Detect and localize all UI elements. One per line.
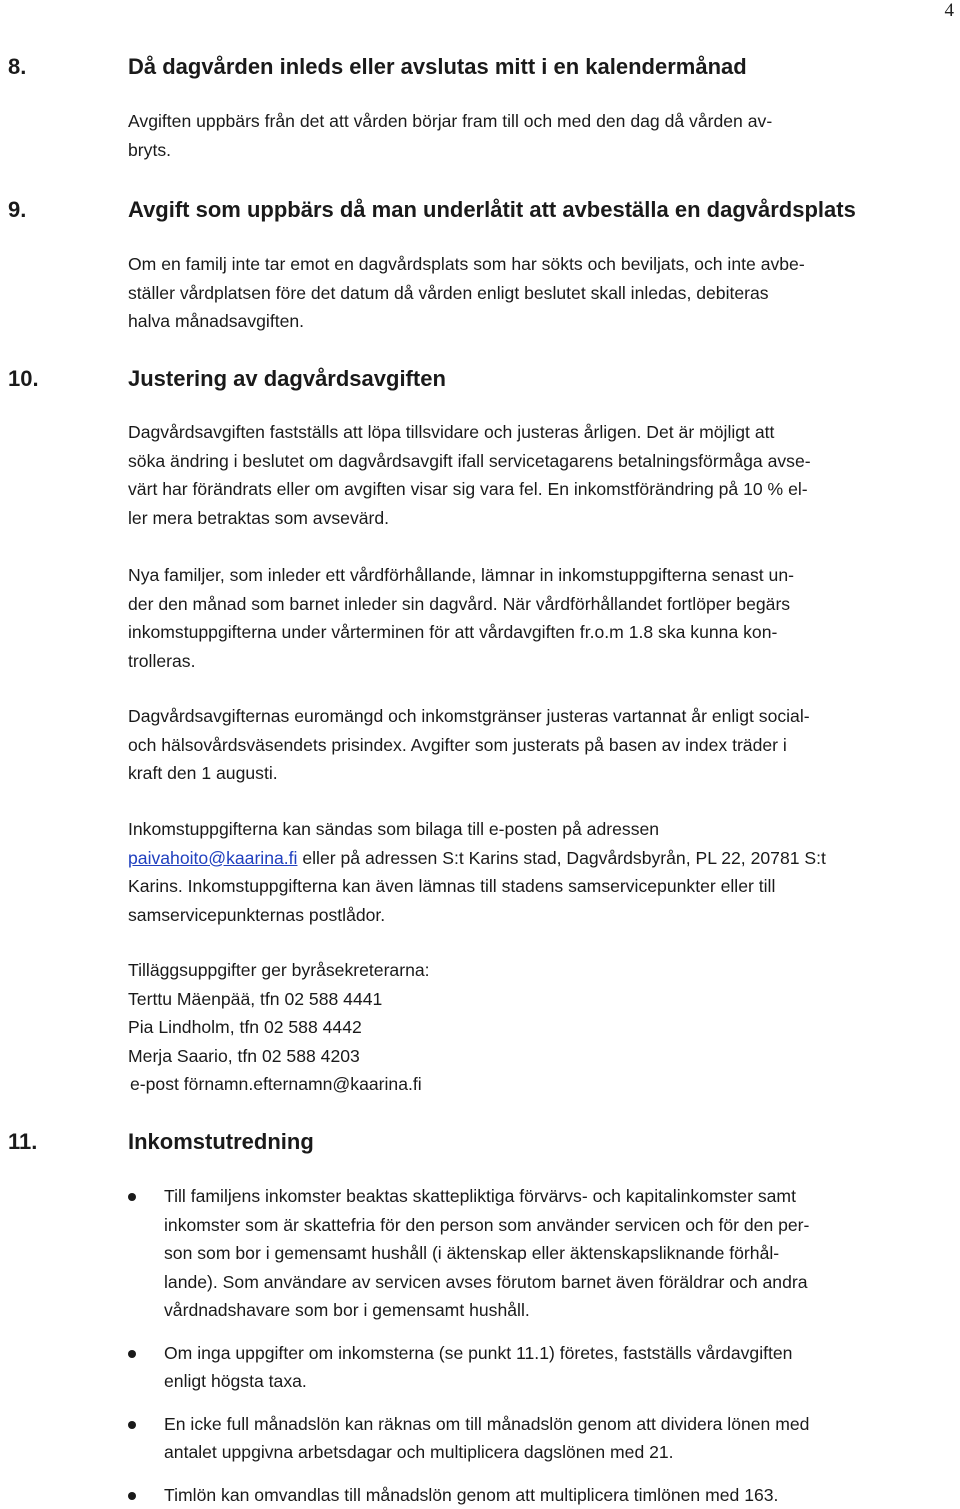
- text-line: bryts.: [128, 136, 950, 165]
- text-line: En icke full månadslön kan räknas om till månadslön genom att dividera lönen med: [164, 1410, 950, 1439]
- text-line: söka ändring i beslutet om dagvårdsavgift ifall servicetagarens betalningsförmåga avse-: [128, 447, 950, 476]
- section-8-paragraph: [128, 107, 950, 164]
- text-line: enligt högsta taxa.: [164, 1367, 950, 1396]
- section-11-number: 11.: [8, 1129, 37, 1155]
- contact-person: Pia Lindholm, tfn 02 588 4442: [128, 1013, 950, 1042]
- text-line: halva månadsavgiften.: [128, 307, 950, 336]
- text-line: kraft den 1 augusti.: [128, 759, 950, 788]
- section-10-title: Justering av dagvårdsavgiften: [128, 366, 446, 392]
- text-line: Dagvårdsavgifternas euromängd och inkomstgränser justeras vartannat år enligt social-: [128, 702, 950, 731]
- section-10-paragraph-1: [128, 418, 950, 532]
- text-line: son som bor i gemensamt hushåll (i äktenskap eller äktenskapsliknande förhål-: [164, 1239, 950, 1268]
- contact-person: Terttu Mäenpää, tfn 02 588 4441: [128, 985, 950, 1014]
- text-line: der den månad som barnet inleder sin dagvård. När vårdförhållandet fortlöper begärs: [128, 590, 950, 619]
- section-9-number: 9.: [8, 197, 26, 223]
- bullet-icon: [128, 1492, 136, 1500]
- text-line: Inkomstuppgifterna kan sändas som bilaga till e-posten på adressen: [128, 815, 950, 844]
- section-10-paragraph-2: [128, 561, 950, 675]
- text-line: och hälsovårdsväsendets prisindex. Avgifter som justerats på basen av index träder i: [128, 731, 950, 760]
- contact-email-line: e-post förnamn.efternamn@kaarina.fi: [128, 1070, 950, 1099]
- text-line: antalet uppgivna arbetsdagar och multiplicera dagslönen med 21.: [164, 1438, 950, 1467]
- section-10-paragraph-3: [128, 702, 950, 788]
- text-line: Avgiften uppbärs från det att vården börjar fram till och med den dag då vården av-: [128, 107, 950, 136]
- text-line: inkomstuppgifterna under vårterminen för att vårdavgiften fr.o.m 1.8 ska kunna kon-: [128, 618, 950, 647]
- section-9-paragraph: [128, 250, 950, 336]
- text-line: Nya familjer, som inleder ett vårdförhållande, lämnar in inkomstuppgifterna senast un-: [128, 561, 950, 590]
- income-bullet-list: [128, 1182, 950, 1509]
- section-9-title: Avgift som uppbärs då man underlåtit att avbeställa en dagvårdsplats: [128, 197, 856, 223]
- contact-person: Merja Saario, tfn 02 588 4203: [128, 1042, 950, 1071]
- list-item: [128, 1182, 950, 1325]
- page-number: 4: [945, 0, 955, 22]
- text-line: ställer vårdplatsen före det datum då vården enligt beslutet skall inledas, debiteras: [128, 279, 950, 308]
- text-line: trolleras.: [128, 647, 950, 676]
- text-line: Till familjens inkomster beaktas skattepliktiga förvärvs- och kapitalinkomster samt: [164, 1182, 950, 1211]
- list-item: [128, 1481, 950, 1509]
- text-line: Karins. Inkomstuppgifterna kan även lämnas till stadens samservicepunkter eller till: [128, 872, 950, 901]
- section-11-title: Inkomstutredning: [128, 1129, 314, 1155]
- text-line: ler mera betraktas som avsevärd.: [128, 504, 950, 533]
- text-line: Om inga uppgifter om inkomsterna (se punkt 11.1) företes, fastställs vårdavgiften: [164, 1339, 950, 1368]
- text-line: värt har förändrats eller om avgiften visar sig vara fel. En inkomstförändring på 10 % el-: [128, 475, 950, 504]
- bullet-icon: [128, 1193, 136, 1201]
- section-8-title: Då dagvården inleds eller avslutas mitt i en kalendermånad: [128, 54, 747, 80]
- section-10-number: 10.: [8, 366, 39, 392]
- contacts-block: [128, 956, 950, 1099]
- text-line: vårdnadshavare som bor i gemensamt hushåll.: [164, 1296, 950, 1325]
- email-link[interactable]: paivahoito@kaarina.fi: [128, 848, 297, 868]
- text-line: lande). Som användare av servicen avses förutom barnet även föräldrar och andra: [164, 1268, 950, 1297]
- address-text: eller på adressen S:t Karins stad, Dagvårdsbyrån, PL 22, 20781 S:t: [297, 848, 825, 868]
- bullet-icon: [128, 1350, 136, 1358]
- text-line: Timlön kan omvandlas till månadslön genom att multiplicera timlönen med 163.: [164, 1481, 950, 1509]
- text-line: Om en familj inte tar emot en dagvårdsplats som har sökts och beviljats, och inte avbe-: [128, 250, 950, 279]
- section-10-paragraph-4: [128, 815, 950, 929]
- text-line: inkomster som är skattefria för den person som använder servicen och för den per-: [164, 1211, 950, 1240]
- list-item: [128, 1410, 950, 1467]
- text-line: [128, 844, 950, 873]
- bullet-icon: [128, 1421, 136, 1429]
- contacts-heading: Tilläggsuppgifter ger byråsekreterarna:: [128, 956, 950, 985]
- text-line: samservicepunkternas postlådor.: [128, 901, 950, 930]
- section-8-number: 8.: [8, 54, 26, 80]
- text-line: Dagvårdsavgiften fastställs att löpa tillsvidare och justeras årligen. Det är möjligt att: [128, 418, 950, 447]
- list-item: [128, 1339, 950, 1396]
